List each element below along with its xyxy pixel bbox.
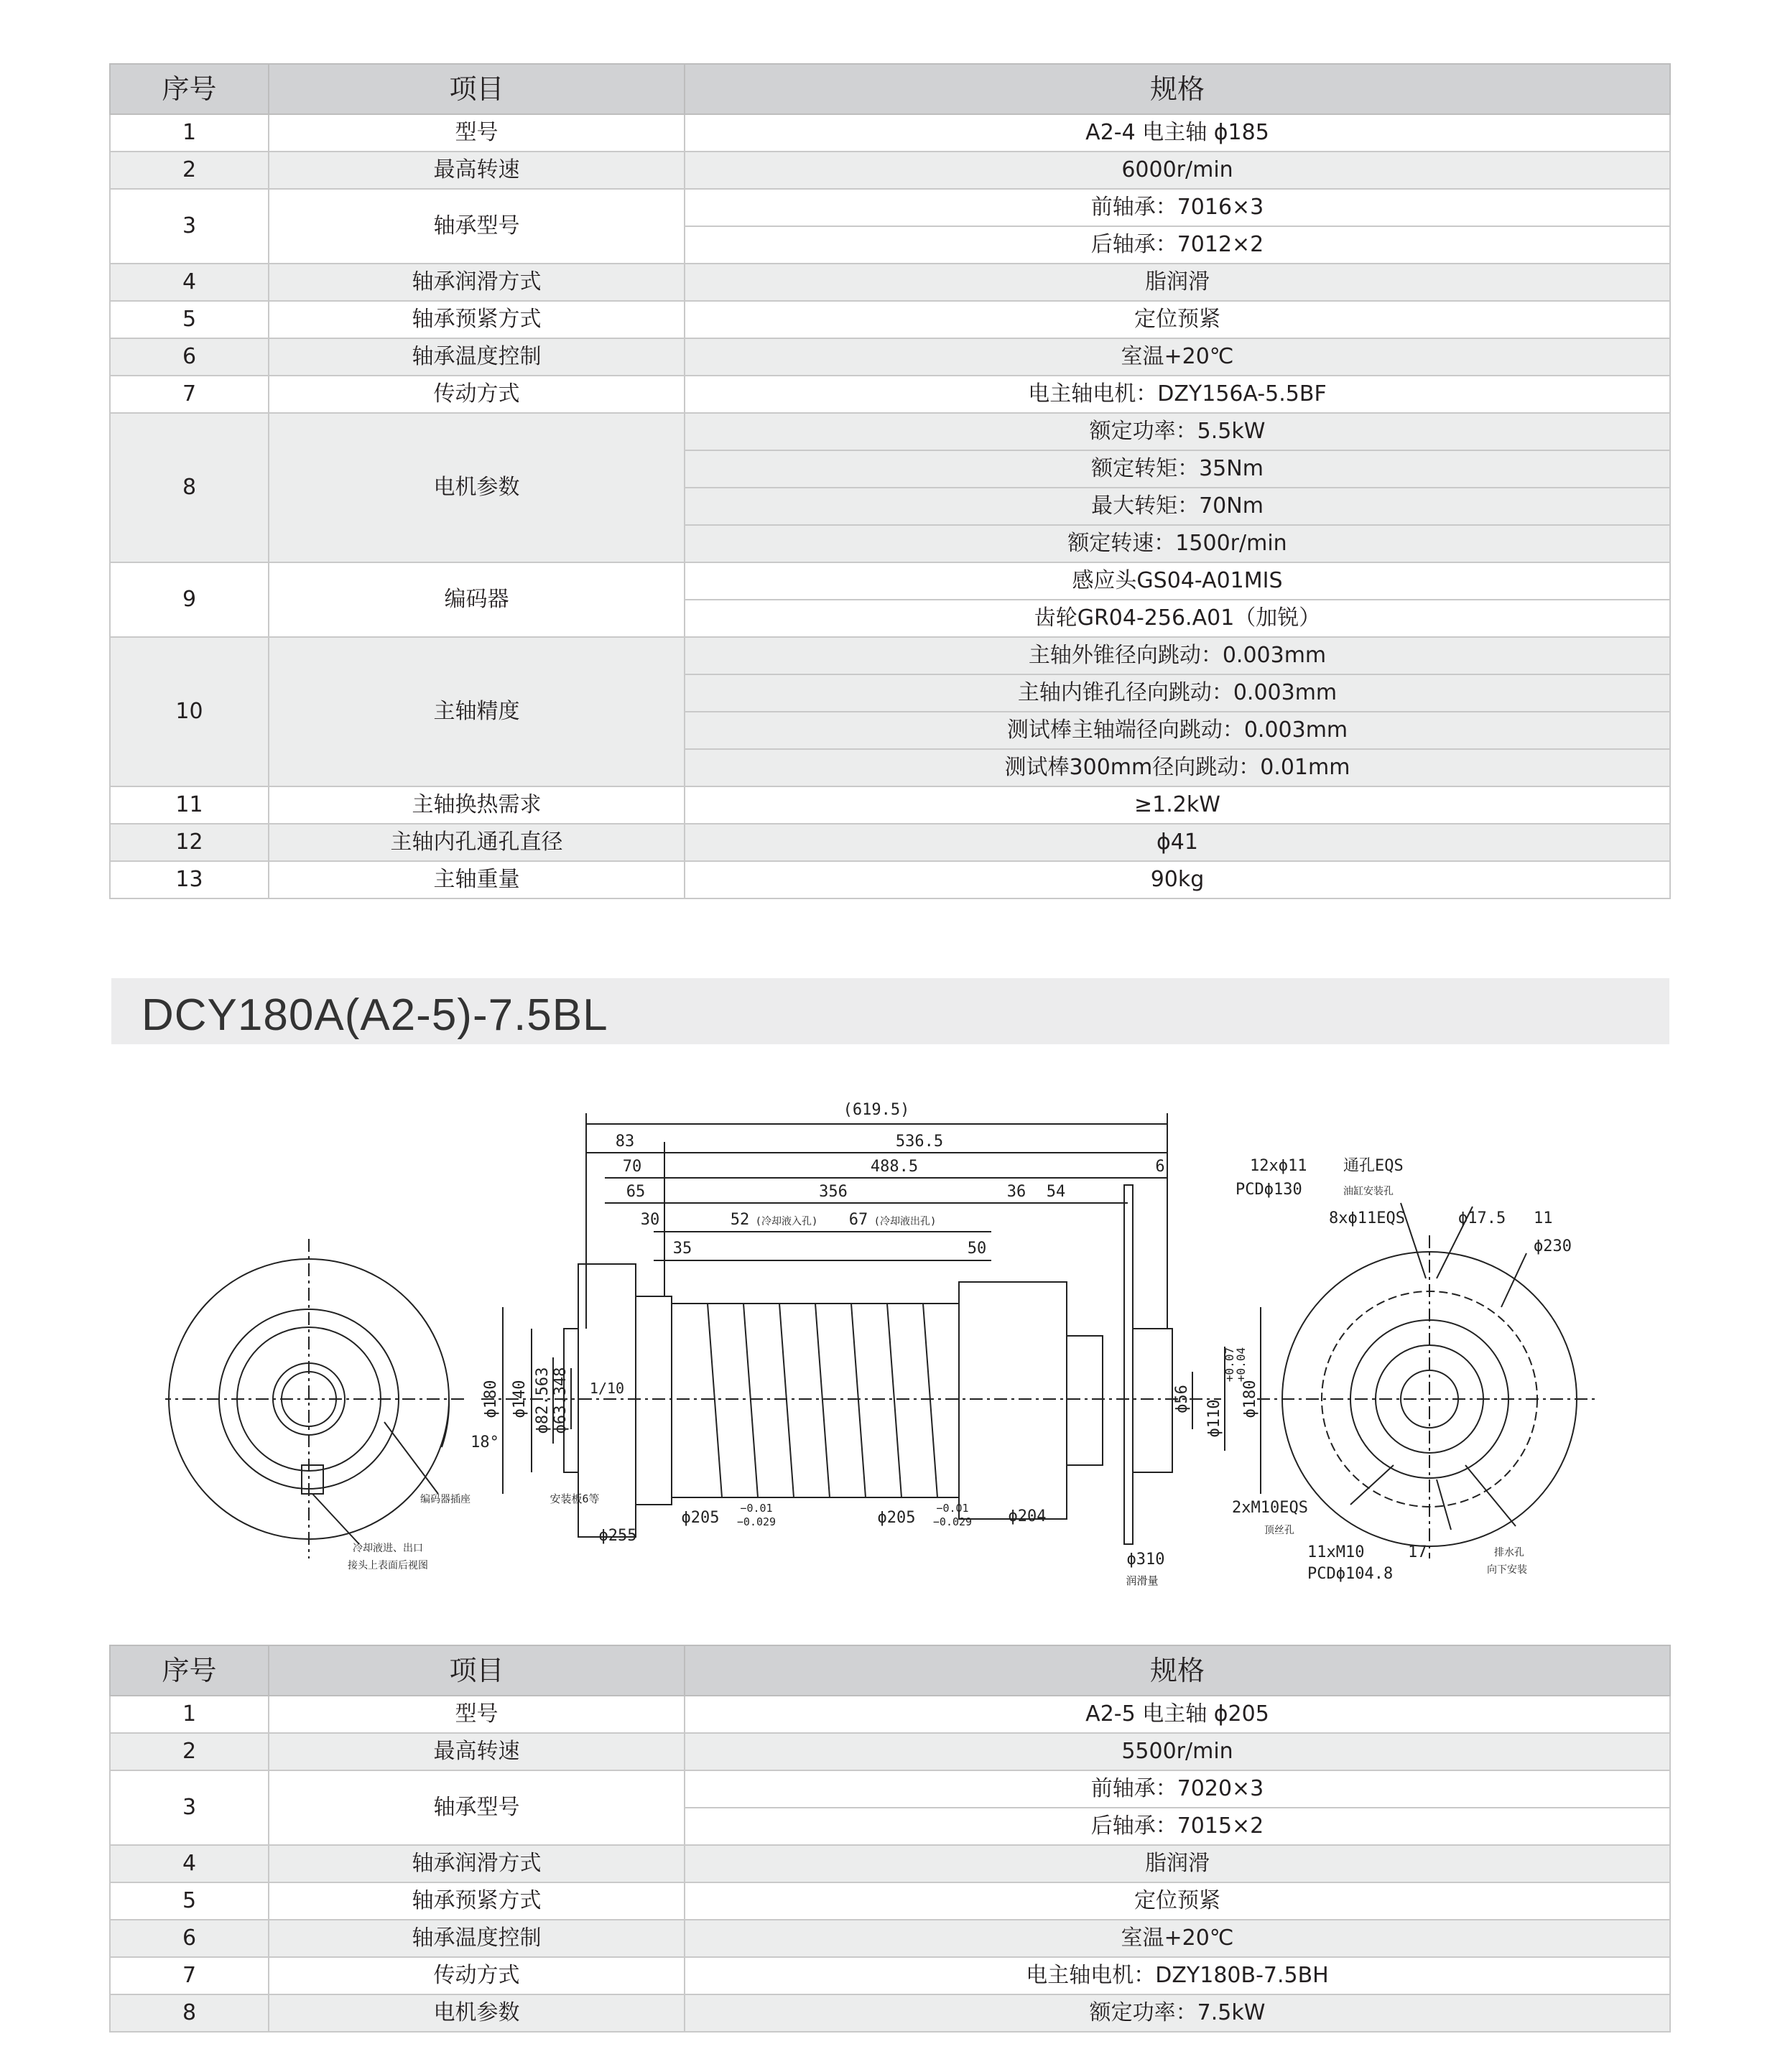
cell-spec: 额定转速：1500r/min bbox=[685, 525, 1670, 562]
dim-67-note: (冷却液出孔) bbox=[873, 1216, 937, 1227]
cell-spec: 电主轴电机：DZY156A-5.5BF bbox=[685, 376, 1670, 413]
cell-spec: 脂润滑 bbox=[685, 264, 1670, 301]
side-view-fin-2 bbox=[743, 1304, 758, 1497]
table-row bbox=[110, 1845, 1670, 1882]
table-row bbox=[110, 1770, 1670, 1808]
cell-no: 2 bbox=[110, 1733, 269, 1770]
table-row bbox=[110, 413, 1670, 450]
table-header-row bbox=[110, 64, 1670, 114]
cell-item: 电机参数 bbox=[269, 1994, 685, 2032]
note-lube: 润滑量 bbox=[1126, 1574, 1159, 1587]
cell-no: 2 bbox=[110, 152, 269, 189]
cell-item: 主轴换热需求 bbox=[269, 786, 685, 824]
side-view-rear-cap bbox=[1067, 1336, 1103, 1465]
note-d17-5: ϕ17.5 bbox=[1458, 1209, 1506, 1227]
cell-no: 9 bbox=[110, 562, 269, 637]
table-row bbox=[110, 1733, 1670, 1770]
cell-item: 传动方式 bbox=[269, 1957, 685, 1994]
dim-356: 356 bbox=[819, 1183, 848, 1201]
cell-spec: 后轴承：7015×2 bbox=[685, 1808, 1670, 1845]
note-8xd11: 8xϕ11EQS bbox=[1329, 1209, 1405, 1227]
cell-spec: 额定转矩：35Nm bbox=[685, 450, 1670, 488]
cell-spec: 脂润滑 bbox=[685, 1845, 1670, 1882]
dim-d205-front-tol-up: −0.01 bbox=[740, 1502, 773, 1515]
cell-no: 1 bbox=[110, 1696, 269, 1733]
cell-spec: 6000r/min bbox=[685, 152, 1670, 189]
dim-taper: 1/10 bbox=[589, 1380, 625, 1397]
side-view-fin-6 bbox=[887, 1304, 901, 1497]
front-view-leader-1 bbox=[384, 1422, 438, 1494]
dim-tol-upper: +0.07 bbox=[1223, 1347, 1236, 1383]
cell-spec: ≥1.2kW bbox=[685, 786, 1670, 824]
cell-no: 8 bbox=[110, 1994, 269, 2032]
table-row bbox=[110, 1994, 1670, 2032]
dim-d205-rear: ϕ205 bbox=[877, 1509, 916, 1527]
note-jack-holes: 顶丝孔 bbox=[1264, 1525, 1294, 1536]
note-mount-plate: 安装板6等 bbox=[550, 1492, 600, 1505]
cell-no: 1 bbox=[110, 114, 269, 152]
technical-drawing bbox=[165, 1092, 1616, 1594]
cell-spec: 前轴承：7020×3 bbox=[685, 1770, 1670, 1808]
cell-spec: 定位预紧 bbox=[685, 301, 1670, 338]
cell-item: 轴承型号 bbox=[269, 1770, 685, 1845]
dim-70: 70 bbox=[622, 1158, 642, 1176]
note-11xm10: 11xM10 bbox=[1307, 1543, 1365, 1561]
table-row bbox=[110, 114, 1670, 152]
note-pcd104: PCDϕ104.8 bbox=[1307, 1565, 1394, 1583]
dim-d205-rear-tol-up: −0.01 bbox=[936, 1502, 969, 1515]
side-view-fin-4 bbox=[815, 1304, 830, 1497]
cell-item: 轴承润滑方式 bbox=[269, 1845, 685, 1882]
dim-d140: ϕ140 bbox=[511, 1380, 529, 1418]
cell-item: 主轴重量 bbox=[269, 861, 685, 898]
cell-spec: 电主轴电机：DZY180B-7.5BH bbox=[685, 1957, 1670, 1994]
spec-table-1 bbox=[109, 63, 1671, 899]
note-12xd11: 12xϕ11 bbox=[1250, 1157, 1307, 1175]
cell-spec: 前轴承：7016×3 bbox=[685, 189, 1670, 226]
table-row bbox=[110, 338, 1670, 376]
dim-d205-front: ϕ205 bbox=[681, 1509, 720, 1527]
cell-spec: A2-5 电主轴 ϕ205 bbox=[685, 1696, 1670, 1733]
dim-488-5: 488.5 bbox=[870, 1158, 919, 1176]
side-view-rear-plate bbox=[1124, 1185, 1133, 1544]
dim-d255: ϕ255 bbox=[598, 1527, 637, 1545]
note-cyl-holes: 油缸安装孔 bbox=[1343, 1186, 1394, 1197]
dim-65: 65 bbox=[626, 1183, 646, 1201]
cell-item: 主轴精度 bbox=[269, 637, 685, 786]
cell-item: 传动方式 bbox=[269, 376, 685, 413]
cell-spec: 5500r/min bbox=[685, 1733, 1670, 1770]
header-item: 项目 bbox=[269, 1645, 685, 1696]
table-row bbox=[110, 1882, 1670, 1920]
cell-item: 轴承温度控制 bbox=[269, 338, 685, 376]
note-drain: 排水孔 bbox=[1494, 1547, 1524, 1558]
table-row bbox=[110, 376, 1670, 413]
table-row bbox=[110, 1957, 1670, 1994]
dim-6: 6 bbox=[1155, 1158, 1165, 1176]
note-coolant-ports: 冷却液进、出口 bbox=[353, 1543, 423, 1554]
dim-35: 35 bbox=[672, 1240, 692, 1258]
dim-36: 36 bbox=[1006, 1183, 1026, 1201]
cell-spec: 主轴外锥径向跳动：0.003mm bbox=[685, 637, 1670, 674]
cell-no: 11 bbox=[110, 786, 269, 824]
header-no: 序号 bbox=[110, 1645, 269, 1696]
note-depth-17: 17 bbox=[1408, 1543, 1427, 1561]
header-spec: 规格 bbox=[685, 64, 1670, 114]
cell-item: 型号 bbox=[269, 114, 685, 152]
cell-no: 3 bbox=[110, 189, 269, 264]
cell-no: 4 bbox=[110, 1845, 269, 1882]
cell-spec: 90kg bbox=[685, 861, 1670, 898]
dim-tol-lower: +0.04 bbox=[1234, 1347, 1248, 1383]
cell-item: 轴承预紧方式 bbox=[269, 301, 685, 338]
cell-no: 4 bbox=[110, 264, 269, 301]
dim-83: 83 bbox=[615, 1133, 635, 1151]
side-view-front-body bbox=[636, 1296, 672, 1505]
cell-spec: 定位预紧 bbox=[685, 1882, 1670, 1920]
spec-table-2 bbox=[109, 1645, 1671, 2032]
dim-54: 54 bbox=[1046, 1183, 1066, 1201]
cell-spec: ϕ41 bbox=[685, 824, 1670, 861]
cell-no: 13 bbox=[110, 861, 269, 898]
table-header-row bbox=[110, 1645, 1670, 1696]
cell-item: 轴承预紧方式 bbox=[269, 1882, 685, 1920]
rear-view-leader-6 bbox=[1465, 1465, 1516, 1526]
note-through-eqs: 通孔EQS bbox=[1343, 1157, 1404, 1175]
model-title-bar bbox=[111, 978, 1669, 1044]
side-view-encoder bbox=[1133, 1329, 1172, 1472]
dim-d180-right: ϕ180 bbox=[1241, 1380, 1259, 1418]
cell-spec: A2-4 电主轴 ϕ185 bbox=[685, 114, 1670, 152]
table-row bbox=[110, 152, 1670, 189]
cell-no: 7 bbox=[110, 376, 269, 413]
table-row bbox=[110, 1696, 1670, 1733]
cell-item: 轴承润滑方式 bbox=[269, 264, 685, 301]
note-pcd130: PCDϕ130 bbox=[1236, 1181, 1302, 1199]
cell-spec: 最大转矩：70Nm bbox=[685, 488, 1670, 525]
cell-no: 10 bbox=[110, 637, 269, 786]
note-install-down: 向下安装 bbox=[1487, 1564, 1527, 1576]
cell-item: 轴承温度控制 bbox=[269, 1920, 685, 1957]
cell-spec: 测试棒300mm径向跳动：0.01mm bbox=[685, 749, 1670, 786]
dim-d205-front-tol-low: −0.029 bbox=[736, 1515, 777, 1528]
cell-no: 12 bbox=[110, 824, 269, 861]
cell-spec: 齿轮GR04-256.A01（加锐） bbox=[685, 600, 1670, 637]
dim-angle-18: 18° bbox=[471, 1434, 499, 1451]
table-row bbox=[110, 1920, 1670, 1957]
note-2xm10: 2xM10EQS bbox=[1232, 1499, 1308, 1517]
dim-619-5: (619.5) bbox=[843, 1101, 910, 1119]
table-row bbox=[110, 562, 1670, 600]
side-view-rear-body bbox=[959, 1282, 1067, 1519]
note-depth-11: 11 bbox=[1534, 1209, 1553, 1227]
dim-d56: ϕ56 bbox=[1173, 1385, 1191, 1413]
dim-536-5: 536.5 bbox=[895, 1133, 944, 1151]
dim-d82: ϕ82.563 bbox=[534, 1367, 552, 1434]
dim-d310: ϕ310 bbox=[1126, 1551, 1165, 1569]
cell-no: 6 bbox=[110, 338, 269, 376]
cell-no: 6 bbox=[110, 1920, 269, 1957]
cell-no: 5 bbox=[110, 301, 269, 338]
header-item: 项目 bbox=[269, 64, 685, 114]
dim-52-note: (冷却液入孔) bbox=[755, 1216, 818, 1227]
cell-spec: 主轴内锥孔径向跳动：0.003mm bbox=[685, 674, 1670, 712]
side-view-fin-7 bbox=[923, 1304, 937, 1497]
cell-item: 主轴内孔通孔直径 bbox=[269, 824, 685, 861]
table-row bbox=[110, 637, 1670, 674]
note-encoder-socket: 编码器插座 bbox=[420, 1494, 471, 1505]
table-row bbox=[110, 861, 1670, 898]
cell-spec: 室温+20℃ bbox=[685, 338, 1670, 376]
cell-spec: 室温+20℃ bbox=[685, 1920, 1670, 1957]
dim-d205-rear-tol-low: −0.029 bbox=[932, 1515, 973, 1528]
cell-item: 编码器 bbox=[269, 562, 685, 637]
cell-no: 3 bbox=[110, 1770, 269, 1845]
header-no: 序号 bbox=[110, 64, 269, 114]
table-row bbox=[110, 786, 1670, 824]
dim-d180-left: ϕ180 bbox=[482, 1380, 500, 1418]
cell-item: 电机参数 bbox=[269, 413, 685, 562]
side-view-fin-5 bbox=[851, 1304, 866, 1497]
cell-item: 轴承型号 bbox=[269, 189, 685, 264]
dim-50: 50 bbox=[967, 1240, 987, 1258]
side-view-fin-3 bbox=[779, 1304, 794, 1497]
cell-item: 最高转速 bbox=[269, 152, 685, 189]
cell-spec: 额定功率：7.5kW bbox=[685, 1994, 1670, 2032]
dim-d63: ϕ63.348 bbox=[552, 1367, 570, 1434]
dim-d110: ϕ110 bbox=[1205, 1399, 1223, 1438]
note-rear-view: 接头上表面后视图 bbox=[348, 1560, 428, 1571]
header-spec: 规格 bbox=[685, 1645, 1670, 1696]
dim-d204: ϕ204 bbox=[1008, 1507, 1047, 1525]
table-row bbox=[110, 301, 1670, 338]
note-d230: ϕ230 bbox=[1534, 1237, 1572, 1255]
cell-spec: 额定功率：5.5kW bbox=[685, 413, 1670, 450]
cell-no: 7 bbox=[110, 1957, 269, 1994]
dim-52: 52 bbox=[730, 1211, 750, 1229]
table-body bbox=[110, 1696, 1670, 2032]
cell-no: 8 bbox=[110, 413, 269, 562]
table-row bbox=[110, 824, 1670, 861]
side-view-fin-1 bbox=[708, 1304, 722, 1497]
dim-67: 67 bbox=[848, 1211, 868, 1229]
table-row bbox=[110, 189, 1670, 226]
cell-spec: 后轴承：7012×2 bbox=[685, 226, 1670, 264]
cell-no: 5 bbox=[110, 1882, 269, 1920]
rear-view-leader-3 bbox=[1501, 1253, 1526, 1307]
cell-item: 型号 bbox=[269, 1696, 685, 1733]
cell-spec: 测试棒主轴端径向跳动：0.003mm bbox=[685, 712, 1670, 749]
dim-30: 30 bbox=[640, 1211, 660, 1229]
cell-item: 最高转速 bbox=[269, 1733, 685, 1770]
table-body bbox=[110, 114, 1670, 898]
table-row bbox=[110, 264, 1670, 301]
model-title: DCY180A(A2-5)-7.5BL bbox=[142, 990, 608, 1040]
cell-spec: 感应头GS04-A01MIS bbox=[685, 562, 1670, 600]
